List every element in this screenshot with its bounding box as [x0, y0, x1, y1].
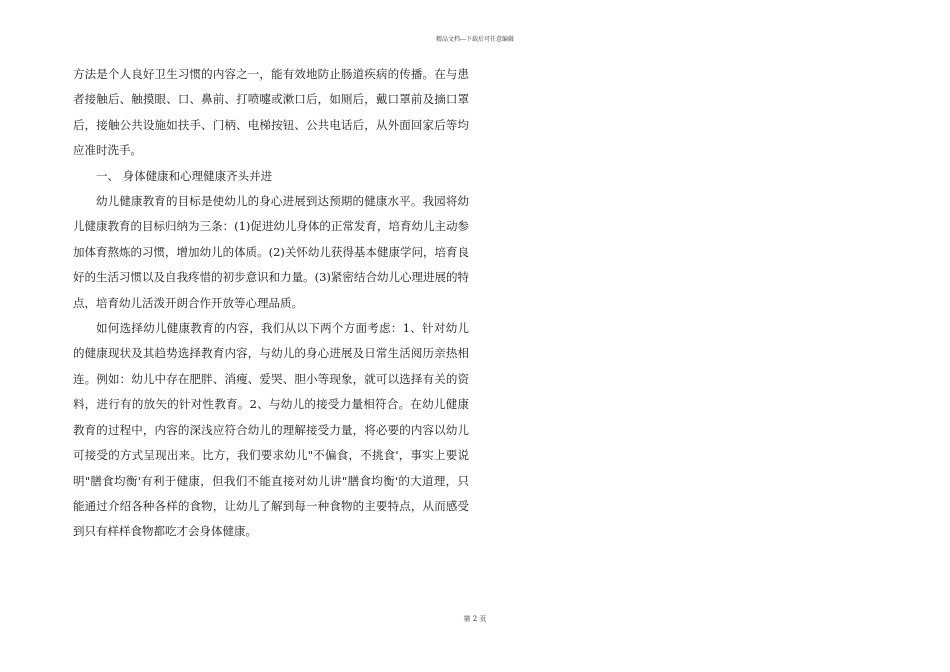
page-header: 精品文档---下载后可任意编辑: [435, 36, 515, 43]
document-body: [73, 62, 469, 545]
paragraph-goals: 幼儿健康教育的目标是使幼儿的身心进展到达预期的健康水平。我园将幼儿健康教育的目标归纳为三条：(1)促进幼儿身体的正常发育，培育幼儿主动参加体育熬炼的习惯，增加幼儿的体质。(2)关怀幼儿获得基本健康学问，培育良好的生活习惯以及自我疼惜的初步意识和力量。(3)紧密结合幼儿心理进展的特点，培育幼儿活泼开朗合作开放等心理品质。: [73, 194, 469, 310]
paragraph-handwashing: 方法是个人良好卫生习惯的内容之一，能有效地防止肠道疾病的传播。在与患者接触后、触摸眼、口、鼻前、打喷嚏或漱口后，如厕后，戴口罩前及摘口罩后，接触公共设施如扶手、门柄、电梯按钮、公共电话后，从外面回家后等均应准时洗手。: [73, 67, 469, 158]
paragraph-content-selection: 如何选择幼儿健康教育的内容，我们从以下两个方面考虑：1、针对幼儿的健康现状及其趋势选择教育内容，与幼儿的身心进展及日常生活阅历亲热相连。例如：幼儿中存在肥胖、消瘦、爱哭、胆小等现象，就可以选择有关的资料，进行有的放矢的针对性教育。2、与幼儿的接受力量相符合。在幼儿健康教育的过程中，内容的深浅应符合幼儿的理解接受力量，将必要的内容以幼儿可接受的方式呈现出来。比方，我们要求幼儿"不偏食，不挑食'，事实上要说明"膳食均衡'有利于健康，但我们不能直接对幼儿讲"膳食均衡'的大道理，只能通过介绍各种各样的食物，让幼儿了解到每一种食物的主要特点，从而感受到只有样样食物都吃才会身体健康。: [73, 321, 469, 539]
section-heading: 一、 身体健康和心理健康齐头并进: [96, 168, 273, 183]
page-number: 第 2 页: [463, 615, 487, 623]
